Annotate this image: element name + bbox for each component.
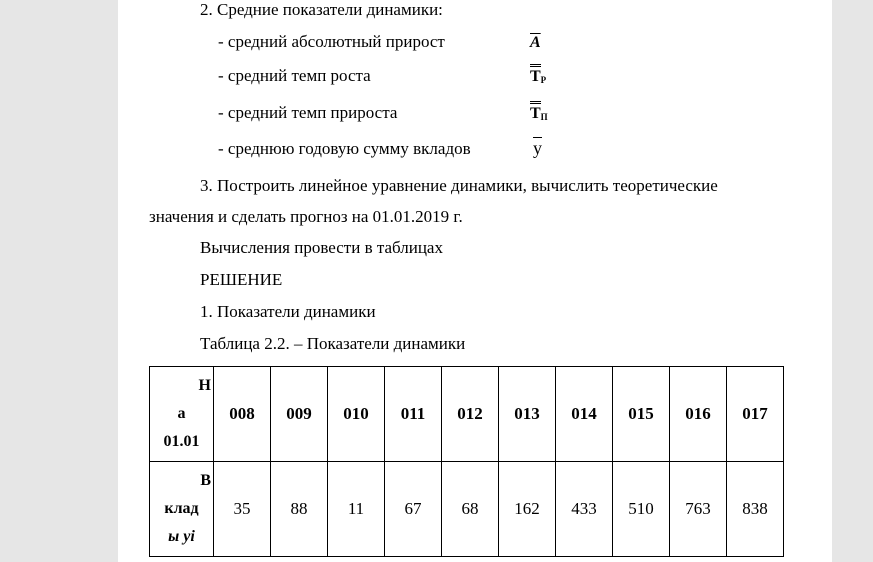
subsection-title: 1. Показатели динамики	[200, 302, 376, 321]
value-cell: 11	[328, 462, 385, 557]
left-gutter	[0, 0, 118, 562]
task3-line1: 3. Построить линейное уравнение динамики, вычислить теоретические	[200, 176, 718, 195]
task3-line2: значения и сделать прогноз на 01.01.2019 г.	[149, 207, 463, 226]
value-cell: 433	[556, 462, 613, 557]
year-cell: 011	[385, 367, 442, 462]
section-title: 2. Средние показатели динамики:	[200, 0, 443, 19]
year-cell: 016	[670, 367, 727, 462]
table-stub-deposits: В клад ы yi	[150, 462, 214, 557]
table-caption: Таблица 2.2. – Показатели динамики	[200, 334, 466, 353]
value-cell: 35	[214, 462, 271, 557]
right-gutter	[832, 0, 873, 562]
indicator-symbol-1: $\overline{A}$	[530, 34, 541, 51]
indicator-label-2: - средний темп роста	[218, 66, 371, 85]
indicator-symbol-3: $T_П$	[530, 105, 548, 122]
value-cell: 510	[613, 462, 670, 557]
value-cell: 67	[385, 462, 442, 557]
indicator-label-4: - среднюю годовую сумму вкладов	[218, 139, 471, 158]
value-cell: 763	[670, 462, 727, 557]
indicator-symbol-4: $\overline{y}$	[533, 138, 542, 158]
value-cell: 162	[499, 462, 556, 557]
value-cell: 68	[442, 462, 499, 557]
table-row-dates	[150, 367, 784, 462]
year-cell: 012	[442, 367, 499, 462]
year-cell: 009	[271, 367, 328, 462]
table-stub-dates: Н а 01.01	[150, 367, 214, 462]
year-cell: 010	[328, 367, 385, 462]
year-cell: 014	[556, 367, 613, 462]
indicator-label-1: - средний абсолютный прирост	[218, 32, 445, 51]
calc-note: Вычисления провести в таблицах	[200, 238, 443, 257]
table-row-deposits	[150, 462, 784, 557]
year-cell: 017	[727, 367, 784, 462]
year-cell: 013	[499, 367, 556, 462]
solution-heading: РЕШЕНИЕ	[200, 270, 283, 289]
value-cell: 88	[271, 462, 328, 557]
year-cell: 015	[613, 367, 670, 462]
indicator-label-3: - средний темп прироста	[218, 103, 398, 122]
dynamics-table	[149, 366, 784, 557]
indicator-symbol-2: $T_Р$	[530, 68, 547, 85]
value-cell: 838	[727, 462, 784, 557]
year-cell: 008	[214, 367, 271, 462]
